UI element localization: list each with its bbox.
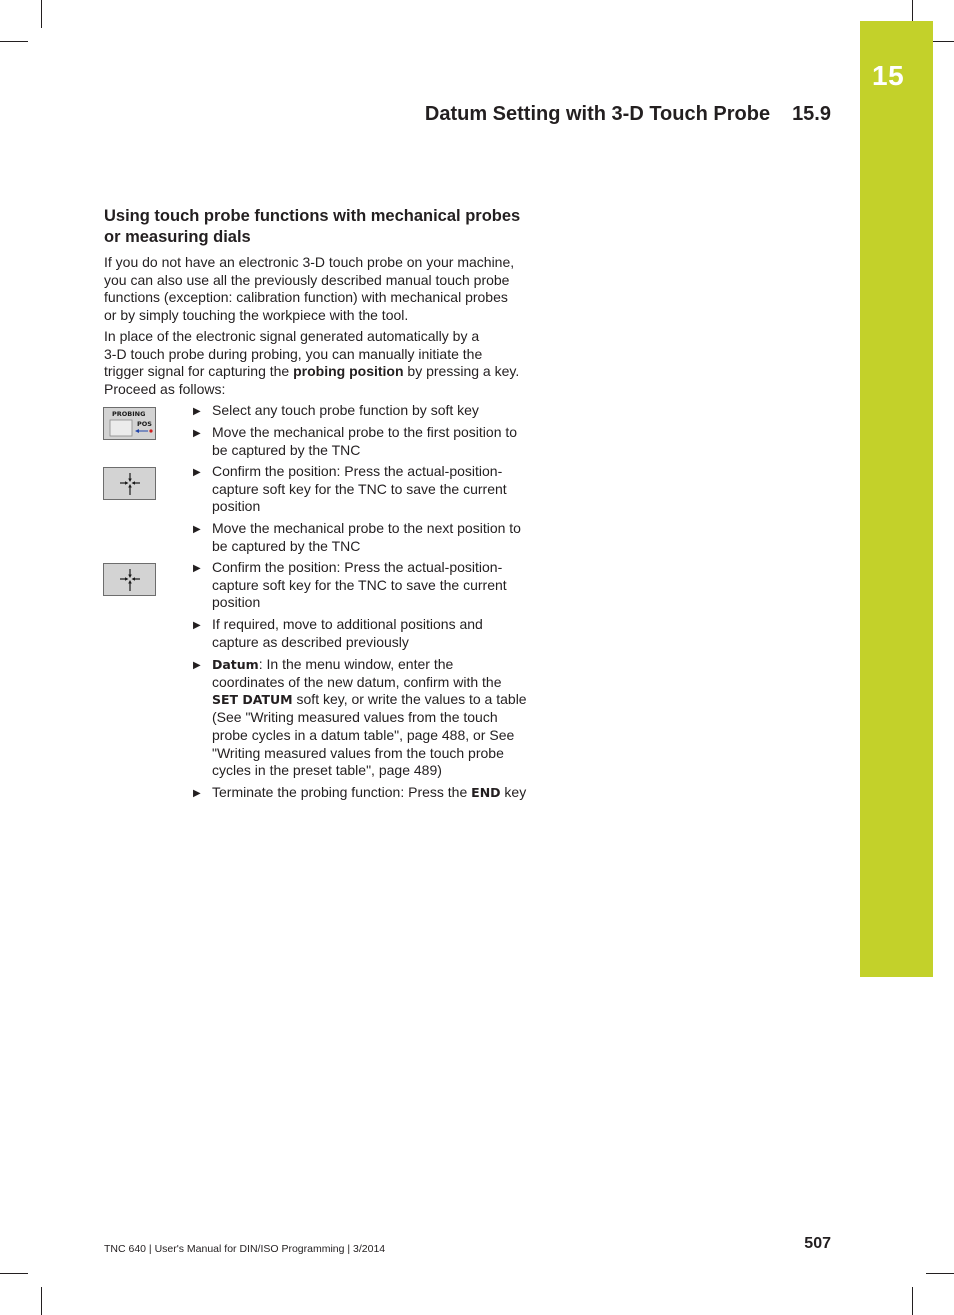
text-line: cycles in the preset table", page 489)	[212, 762, 442, 779]
text-line: : In the menu window, enter the	[258, 656, 454, 672]
crop-mark	[912, 1287, 913, 1315]
step-confirm-position	[192, 559, 542, 612]
capture-position-softkey[interactable]	[103, 563, 156, 596]
crosshair-icon	[104, 564, 155, 595]
section-title	[104, 206, 564, 248]
step-datum	[192, 656, 542, 780]
step-move-next	[192, 520, 542, 555]
text-line: (See "Writing measured values from the touch	[212, 709, 498, 726]
page-number: 507	[804, 1235, 831, 1252]
step-select-function	[192, 402, 542, 420]
section-title-line: Using touch probe functions with mechanical probes	[104, 207, 521, 225]
triangle-bullet-icon: ▶	[193, 406, 201, 417]
text-line: Select any touch probe function by soft key	[212, 402, 479, 418]
intro-paragraph	[104, 254, 544, 325]
term-set-datum: SET DATUM	[212, 692, 293, 708]
text-line: If required, move to additional positions and	[212, 616, 483, 632]
text-line: If you do not have an electronic 3-D touch probe on your machine,	[104, 254, 515, 270]
text-line: "Writing measured values from the touch probe	[212, 744, 504, 761]
softkey-sublabel: POS	[137, 420, 152, 428]
triangle-bullet-icon: ▶	[193, 660, 201, 671]
chapter-tab	[860, 21, 933, 977]
text-line: be captured by the TNC	[212, 441, 361, 458]
running-head-title: Datum Setting with 3-D Touch Probe	[424, 103, 771, 125]
text-line: 3-D touch probe during probing, you can manually initiate the	[104, 345, 483, 362]
procedure-paragraph	[104, 328, 544, 399]
crop-mark	[41, 1287, 42, 1315]
crosshair-icon	[104, 468, 155, 499]
term-end-key: END	[471, 785, 501, 800]
text-line: position	[212, 498, 261, 515]
probing-pos-softkey[interactable]	[103, 407, 156, 440]
step-additional-positions	[192, 616, 542, 651]
crop-mark	[0, 1273, 28, 1274]
crop-mark	[41, 0, 42, 28]
text-line: by pressing a key.	[403, 363, 520, 380]
running-head-section: 15.9	[792, 103, 831, 125]
triangle-bullet-icon: ▶	[193, 428, 201, 439]
probe-point-icon	[149, 429, 152, 432]
step-terminate	[192, 784, 542, 802]
crop-mark	[0, 41, 28, 42]
term-datum: Datum	[212, 657, 259, 672]
text-line: capture soft key for the TNC to save the current	[212, 576, 507, 593]
chapter-number: 15	[872, 60, 905, 91]
text-line: position	[212, 594, 261, 611]
text-line: soft key, or write the values to a table	[292, 691, 527, 708]
triangle-bullet-icon: ▶	[193, 788, 201, 799]
text-line: capture as described previously	[212, 633, 409, 650]
text-line: trigger signal for capturing the	[104, 363, 294, 380]
text-line: Proceed as follows:	[104, 381, 226, 398]
running-head	[425, 103, 831, 126]
text-line: or by simply touching the workpiece with the tool.	[104, 307, 409, 324]
text-line: key	[500, 784, 527, 800]
triangle-bullet-icon: ▶	[193, 467, 201, 478]
triangle-bullet-icon: ▶	[193, 620, 201, 631]
section-title-line: or measuring dials	[104, 228, 251, 246]
step-confirm-position	[192, 463, 542, 516]
text-line: Confirm the position: Press the actual-position-	[212, 559, 503, 575]
text-line: Move the mechanical probe to the next position to	[212, 520, 521, 536]
step-move-first	[192, 424, 542, 459]
triangle-bullet-icon: ▶	[193, 524, 201, 535]
text-line: be captured by the TNC	[212, 537, 361, 554]
term-probing-position: probing position	[293, 363, 404, 380]
text-line: In place of the electronic signal generated automatically by a	[104, 328, 480, 344]
softkey-label: PROBING	[112, 410, 146, 418]
text-line: coordinates of the new datum, confirm with the	[212, 673, 502, 690]
text-line: capture soft key for the TNC to save the current	[212, 480, 507, 497]
text-line: Move the mechanical probe to the first position to	[212, 424, 518, 440]
text-line: Confirm the position: Press the actual-position-	[212, 463, 503, 479]
capture-position-softkey[interactable]	[103, 467, 156, 500]
triangle-bullet-icon: ▶	[193, 563, 201, 574]
text-line: you can also use all the previously described manual touch probe	[104, 271, 510, 288]
crop-mark	[926, 1273, 954, 1274]
footer-text: TNC 640 | User's Manual for DIN/ISO Programming | 3/2014	[104, 1243, 386, 1255]
text-line: probe cycles in a datum table", page 488, or See	[212, 726, 515, 743]
text-line: Terminate the probing function: Press the	[212, 784, 472, 800]
text-line: functions (exception: calibration function) with mechanical probes	[104, 289, 508, 306]
